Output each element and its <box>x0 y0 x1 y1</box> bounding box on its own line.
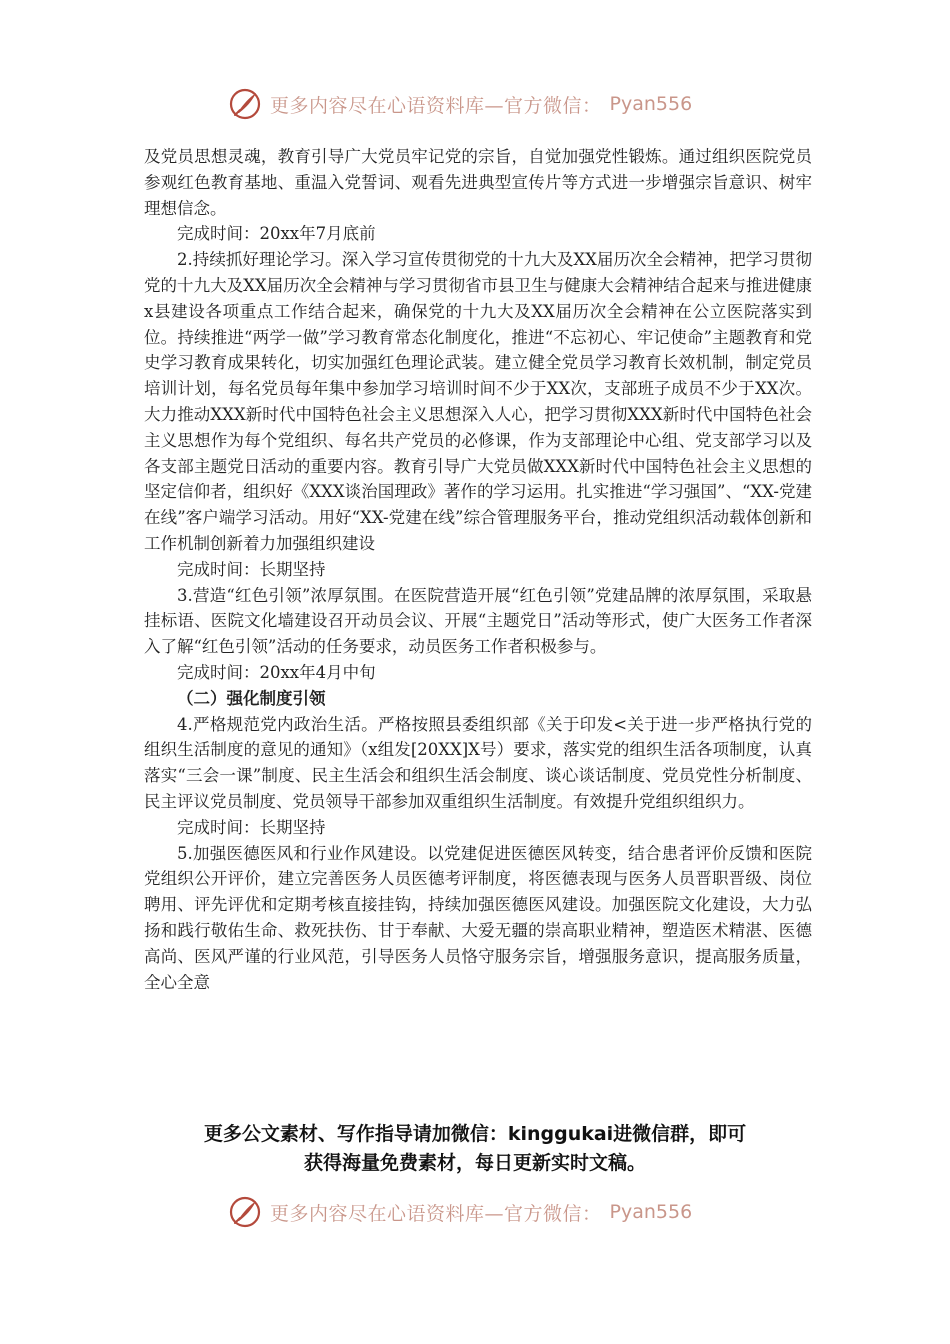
completion-time: 完成时间：20xx年7月底前 <box>177 224 376 244</box>
paragraph-continued: 及党员思想灵魂，教育引导广大党员牢记党的宗旨，自觉加强党性锻炼。通过组织医院党员参观红色教育基地、重温入党誓词、观看先进典型宣传片等方式进一步增强宗旨意识、树牢理想信念。 <box>144 147 812 218</box>
quill-logo-icon <box>228 1195 262 1229</box>
paragraph-item-4: 4.严格规范党内政治生活。严格按照县委组织部《关于印发<关于进一步严格执行党的组织生活制度的意见的通知》（x组发[20XX]X号）要求，落实党的组织生活各项制度，认真落实“三会一课”制度、民主生活会和组织生活会制度、谈心谈话制度、党员党性分析制度、民主评议党员制度、党员领导干部参加双重组织生活制度。有效提升党组织组织力。 <box>144 714 812 811</box>
completion-time: 完成时间：20xx年4月中旬 <box>177 662 376 682</box>
document-body <box>144 144 812 995</box>
paragraph-item-3: 3.营造“红色引领”浓厚氛围。在医院营造开展“红色引领”党建品牌的浓厚氛围，采取悬挂标语、医院文化墙建设召开动员会议、开展“主题党日”活动等形式，使广大医务工作者深入了解“红色引领”活动的任务要求，动员医务工作者积极参与。 <box>144 585 812 657</box>
paragraph-item-5: 5.加强医德医风和行业作风建设。以党建促进医德医风转变，结合患者评价反馈和医院党组织公开评价，建立完善医务人员医德考评制度，将医德表现与医务人员晋职晋级、岗位聘用、评先评优和定期考核直接挂钩，持续加强医德医风建设。加强医院文化建设，大力弘扬和践行敬佑生命、救死扶伤、甘于奉献、大爱无疆的崇高职业精神，塑造医术精湛、医德高尚、医风严谨的行业风范，引导医务人员恪守服务宗旨，增强服务意识，提高服务质量，全心全意 <box>144 843 812 992</box>
watermark-text: 更多内容尽在心语资料库—官方微信： <box>270 1202 602 1225</box>
footer-watermark <box>228 1194 692 1230</box>
quill-logo-icon <box>228 87 262 121</box>
watermark-wechat-id: Pyan556 <box>609 1201 693 1223</box>
promo-line-1: 更多公文素材、写作指导请加微信：kinggukai进微信群，即可 <box>203 1123 747 1145</box>
completion-time: 完成时间：长期坚持 <box>177 559 326 579</box>
paragraph-item-2: 2.持续抓好理论学习。深入学习宣传贯彻党的十九大及XX届历次全会精神，把学习贯彻党的十九大及XX届历次全会精神与学习贯彻省市县卫生与健康大会精神结合起来与推进健康x县建设各项重点工作结合起来，确保党的十九大及XX届历次全会精神在公立医院落实到位。持续推进“两学一做”学习教育常态化制度化，推进“不忘初心、牢记使命”主题教育和党史学习教育成果转化，切实加强红色理论武装。建立健全党员学习教育长效机制，制定党员培训计划，每名党员每年集中参加学习培训时间不少于XX次，支部班子成员不少于XX次。大力推动XXX新时代中国特色社会主义思想深入人心，把学习贯彻XXX新时代中国特色社会主义思想作为每个党组织、每名共产党员的必修课，作为支部理论中心组、党支部学习以及各支部主题党日活动的重要内容。教育引导广大党员做XXX新时代中国特色社会主义思想的坚定信仰者，组织好《XXX谈治国理政》著作的学习运用。扎实推进“学习强国”、“XX-党建在线”客户端学习活动。用好“XX-党建在线”综合管理服务平台，推动党组织活动载体创新和工作机制创新着力加强组织建设 <box>144 250 812 553</box>
watermark-text: 更多内容尽在心语资料库—官方微信： <box>270 94 602 117</box>
promo-notice <box>140 1120 810 1178</box>
promo-line-2: 获得海量免费素材，每日更新实时文稿。 <box>303 1152 646 1174</box>
section-heading: （二）强化制度引领 <box>177 688 326 708</box>
completion-time: 完成时间：长期坚持 <box>177 817 326 837</box>
watermark-wechat-id: Pyan556 <box>609 93 693 115</box>
header-watermark <box>228 86 692 122</box>
